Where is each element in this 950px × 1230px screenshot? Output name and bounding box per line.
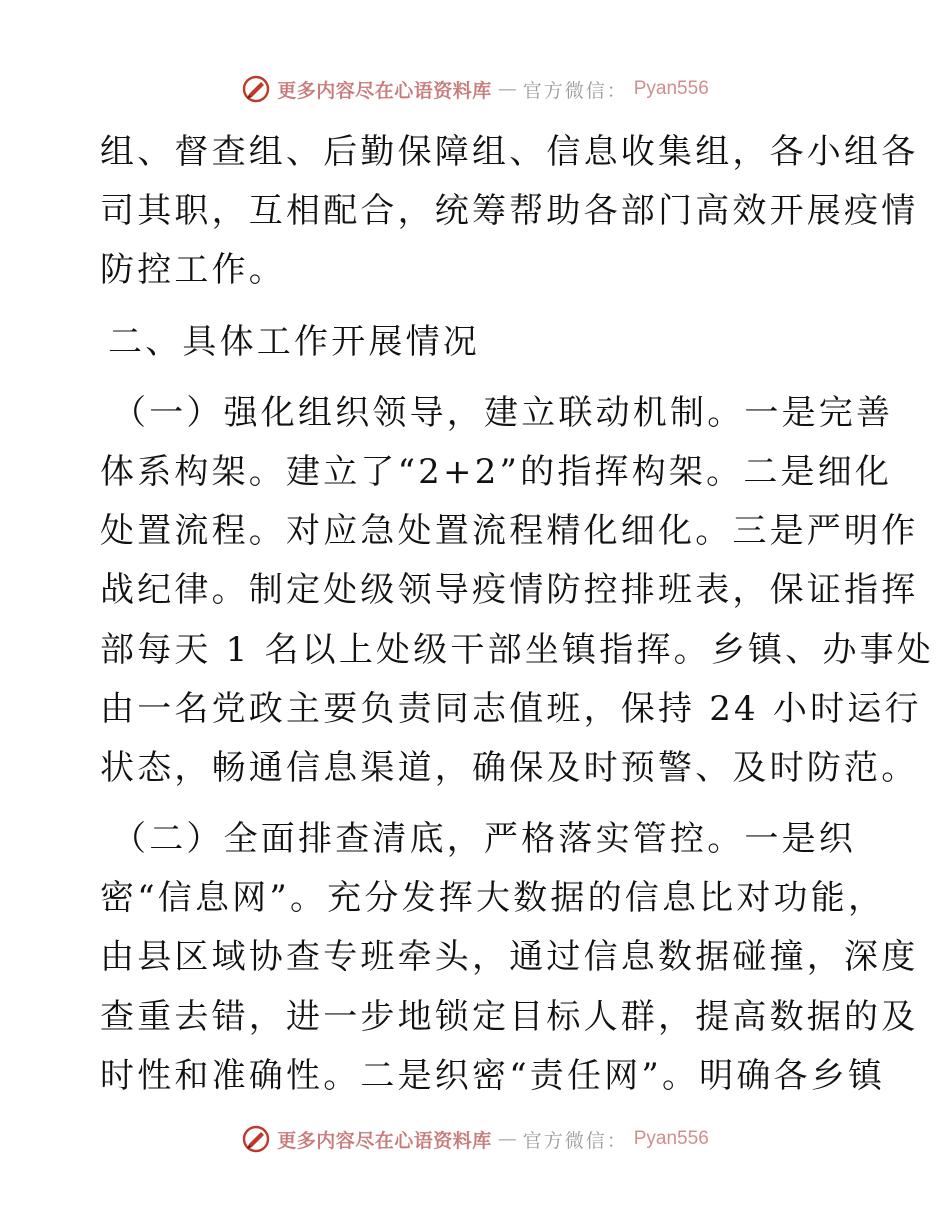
paragraph-line: 司其职，互相配合，统筹帮助各部门高效开展疫情 <box>100 191 919 232</box>
paragraph-line: （二）全面排查清底，严格落实管控。一是织 <box>112 819 856 860</box>
footer-watermark <box>0 1124 950 1154</box>
paragraph-line: 密“信息网”。充分发挥大数据的信息比对功能， <box>100 878 886 919</box>
watermark-wechat-id: Pyan556 <box>633 78 709 99</box>
watermark-text: 更多内容尽在心语资料库 <box>277 79 492 102</box>
watermark-logo-icon <box>241 1124 271 1154</box>
header-watermark <box>0 74 950 104</box>
paragraph-line: 战纪律。制定处级领导疫情防控排班表，保证指挥 <box>100 570 919 611</box>
watermark-wechat-label: 官方微信： <box>522 79 628 102</box>
paragraph-line: 状态，畅通信息渠道，确保及时预警、及时防范。 <box>100 747 919 788</box>
watermark-logo-icon <box>241 74 271 104</box>
watermark-separator: — <box>497 1128 517 1150</box>
watermark-wechat-label: 官方微信： <box>522 1129 628 1152</box>
watermark-separator: — <box>497 78 517 100</box>
section-heading: 二、具体工作开展情况 <box>108 321 480 362</box>
watermark-text: 更多内容尽在心语资料库 <box>277 1129 492 1152</box>
paragraph-line: 处置流程。对应急处置流程精化细化。三是严明作 <box>100 511 919 552</box>
document-body <box>100 123 935 1106</box>
paragraph-line: 防控工作。 <box>100 250 286 291</box>
paragraph-line: 由县区域协查专班牵头，通过信息数据碰撞，深度 <box>100 937 919 978</box>
paragraph-line: 查重去错，进一步地锁定目标人群，提高数据的及 <box>100 996 919 1037</box>
paragraph-line: 体系构架。建立了“2+2”的指挥构架。二是细化 <box>100 451 893 492</box>
paragraph-line: 组、督查组、后勤保障组、信息收集组，各小组各 <box>100 132 919 172</box>
paragraph-line: 时性和准确性。二是织密“责任网”。明确各乡镇 <box>100 1055 886 1096</box>
paragraph-line: 由一名党政主要负责同志值班，保持 24 小时运行 <box>100 688 922 729</box>
paragraph-line: 部每天 1 名以上处级干部坐镇指挥。乡镇、办事处 <box>100 629 935 670</box>
paragraph-line: （一）强化组织领导，建立联动机制。一是完善 <box>112 392 894 433</box>
watermark-wechat-id: Pyan556 <box>633 1128 709 1149</box>
